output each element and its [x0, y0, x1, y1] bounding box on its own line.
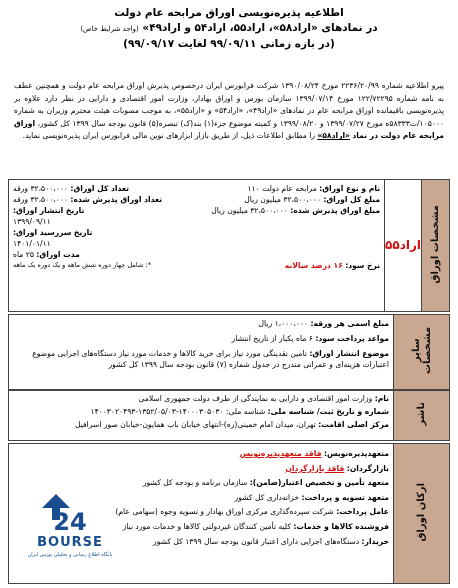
bourse24-logo-icon	[16, 490, 124, 560]
specs-symbol: اراد۵۵	[385, 180, 422, 312]
pillars-side-label: ارکان اوراق	[394, 444, 450, 584]
issuer-body: نام: وزارت امور اقتصادی و دارایی به نمایندگی از طرف دولت جمهوری اسلامی شماره و تاریخ ثبت/ شناسه ملی: شناسه ملی: ۱۴۰۰۰۳۰۵۰۳۰-۱۳۵۲/۰۵/۰۳-۱۴۰۰۳۰۲۰۴۹۳ مرکز اصلی اقامت: تهران، میدان امام خمینی(ره)-انتهای خیابان باب همایون-خیابان صور اسرافیل	[9, 391, 394, 441]
issuer-side-label: ناشر	[394, 391, 450, 441]
specs-table	[8, 179, 450, 312]
announcement-header	[8, 6, 450, 52]
svg-text:BOURSE: BOURSE	[37, 535, 103, 550]
other-specs-table	[8, 314, 450, 390]
header-symbols: در نمادهای «اراد۵۸»، اراد۵۵، اراد۵۴ و اراد۴۹» (واجد شرایط خاص)	[80, 22, 378, 34]
specs-side-label: مشخصات اوراق	[422, 180, 450, 312]
header-note: (واجد شرایط خاص)	[80, 25, 139, 33]
bourse24-logo	[16, 490, 124, 560]
svg-text:پایگاه اطلاع رسانی و تحلیلی بو: پایگاه اطلاع رسانی و تحلیلی بورس ایران	[27, 552, 113, 558]
pillars-body: متعهدپذیره‌نویس: فاقد متعهدپذیره‌نویس بازارگردان: فاقد بازارگردان متعهد تأمین و تخصیص اعتبار(ضامن): سازمان برنامه و بودجه کل کشور متعهد تسویه و پرداخت: خزانه‌داری کل کشور عامل پرداخت: شرکت سپرده‌گذاری مرکزی اوراق بهادار و تسویه وجوه (سهامی عام) فروشنده کالاها و خدمات: کلیه تأمین کنندگان غیردولتی کالاها و خدمات مورد نیاز خریدار: دستگاه‌های اجرایی دارای اعتبار قانون بودجه سال ۱۳۹۹ کل کشور	[9, 444, 394, 584]
other-body: مبلغ اسمی هر ورقه: ۱،۰۰۰،۰۰۰ ریال مواعد پرداخت سود: ۶ ماه یکبار از تاریخ انتشار موضوع انتشار اوراق: تامین نقدینگی مورد نیاز برای خرید کالاها و خدمات مورد نیاز دستگاه‌های اجرایی موضوع اعتبارات هزینه‌ای و عمرانی مندرج در جدول شماره (۷) قانون بودجه سال ۱۳۹۹ کل کشور	[9, 315, 394, 390]
specs-body: نام و نوع اوراق: مرابحه عام دولت ۱۱۰ تعداد کل اوراق: ۳۲،۵۰۰،۰۰۰ ورقه مبلغ کل اوراق: ۳۲،۵۰۰،۰۰۰ میلیون ریال تعداد اوراق پذیرش شده: ۳۲،۵۰۰،۰۰۰ ورقه مبلغ اوراق پذیرش شده: ۳۲،۵۰۰،۰۰۰ میلیون ریال تاریخ انتشار اوراق: ۱۳۹۹/۰۹/۱۱ تاریخ سررسید اوراق: ۱۴۰۱/۰۱/۱۱ مدت اوراق: ۲۵ ماه نرخ سود: ۱۶ درصد سالانه *: شامل چهار دوره شش ماهه و یک دوره یک ماهه	[9, 180, 385, 312]
other-side-label: سایر مشخصات	[394, 315, 450, 390]
header-period: (در بازه زمانی ۹۹/۰۹/۱۱ لغایت ۹۹/۰۹/۱۷)	[123, 38, 335, 50]
header-title: اطلاعیه پذیره‌نویسی اوراق مرابحه عام دولت	[114, 7, 344, 19]
svg-text:24: 24	[53, 508, 87, 536]
intro-paragraph: پیرو اطلاعیه شماره ۲۲۳۶/۲۰/۹۹ مورخ ۱۳۹۰/۰۸/۲۴ شرکت فرابورس ایران درخصوص پذیرش اوراق مرابحه عام دولت و همچنین عطف به نامه شماره ۱۲۲/۷۲۲۹۵ مورخ ۱۳۹۹/۰۷/۱۴ سازمان بورس و اوراق بهادار، وزارت امور اقتصادی و دارایی در نظر دارد علاوه بر پذیره‌نویسی باقیمانده اوراق مرابحه عام در نمادهای «اراد۴۹»، «اراد۵۴» و «اراد۵۵»، به موجب مصوبات هیئت محترم وزیران به شماره ۱۰۵۰۰۰/ت۵۸۳۳۳ه مورخ ۱۳۹۹/۰۷/۲۷ و ۱۳۹۹/۰۸/۲۰ و کمیته موضوع جزء(۱) بند(ک) تبصره(۵) قانون بودجه سال ۱۳۹۹ کل کشور، اوراق مرابحه عام دولت در نماد «اراد۵۸» را مطابق اطلاعات ذیل، از طریق بازار ابزارهای نوین مالی فرابورس ایران پذیره‌نویسی نماید.	[14, 81, 445, 141]
issuer-table	[8, 390, 450, 441]
